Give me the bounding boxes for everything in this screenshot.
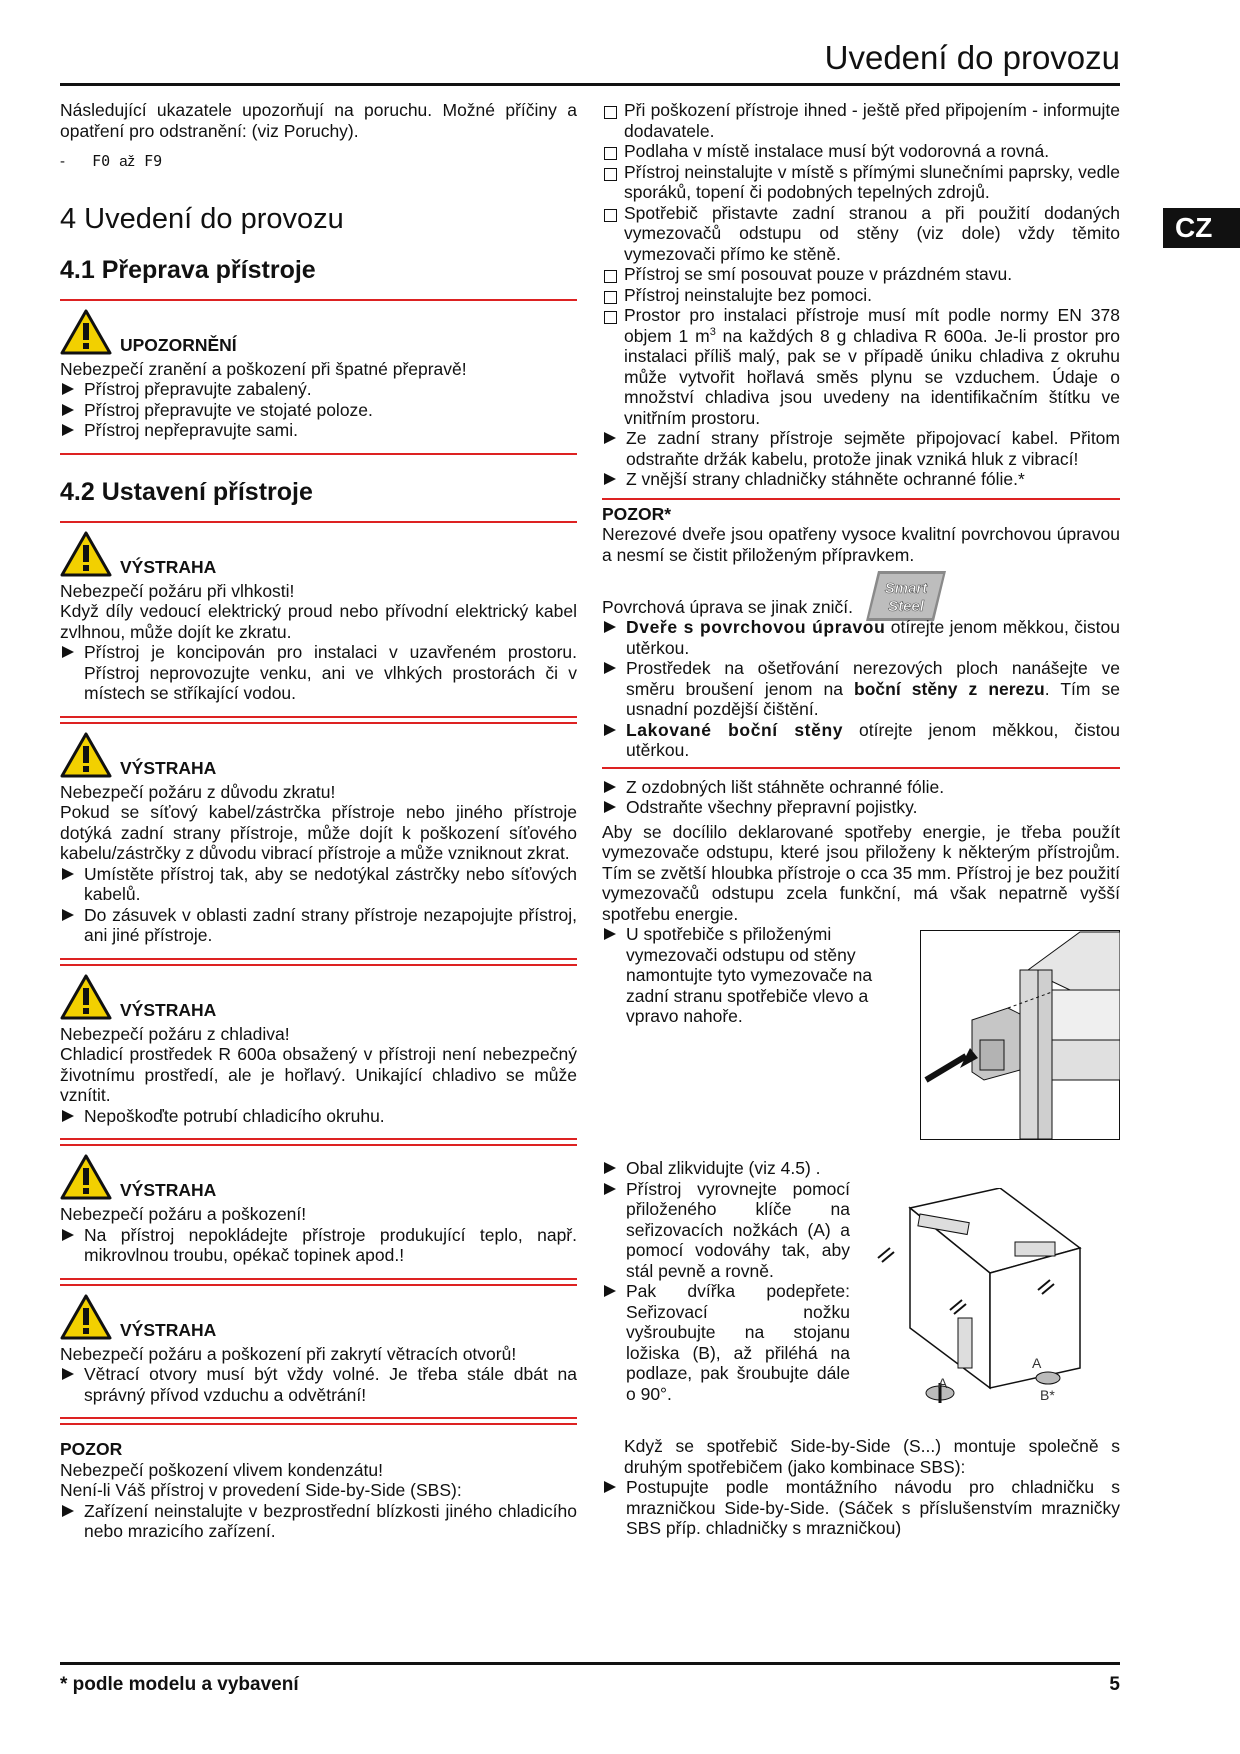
warning-transport [60,301,577,453]
warning-title: VÝSTRAHA [120,757,217,778]
svg-text:Smart: Smart [884,580,928,597]
divider [60,716,577,718]
list-item: Větrací otvory musí být vždy volné. Je třeba stále dbát na správný přívod vzduchu a odvětrání! [60,1364,577,1405]
subsection-title-setup: 4.2 Ustavení přístroje [60,477,313,506]
list-item: Postupujte podle montážního návodu pro chladničku s mrazničkou Side-by-Side. (Sáček s příslušenstvím mrazničky SBS příp. chladničky s mrazničkou) [602,1477,1120,1539]
caution-title: POZOR* [602,503,672,524]
divider [60,1138,577,1140]
checklist-item: Při poškození přístroje ihned - ještě před připojením - informujte dodavatele. [602,100,1120,141]
caution-stainless [602,504,1120,761]
page-title: Uvedení do provozu [824,39,1120,76]
checklist-item: Spotřebič přistavte zadní stranou a při použití dodaných vymezovačů odstupu od stěny (viz dole) vždy těmito vymezovači přímo ke stěně. [602,203,1120,265]
caution-text: Není-li Váš přístroj v provedení Side-by-Side (SBS): [60,1480,462,1500]
warning-refrigerant [60,966,577,1139]
caution-after: Povrchová úprava se jinak zničí. [602,596,853,617]
warning-humidity [60,523,577,716]
list-item: Nepoškoďte potrubí chladicího okruhu. [60,1106,577,1127]
error-code-to: F9 [144,152,163,170]
list-item: Přístroj je koncipován pro instalaci v uzavřeném prostoru. Přístroj neprovozujte venku, ani ve vlhkých prostorách či v místech se stříkající vodou. [60,642,577,704]
warning-text: Když díly vedoucí elektrický proud nebo přívodní elektrický kabel zvlhnou, může dojít ke zkratu. [60,601,577,642]
list-item: Pak dvířka podepřete: Seřizovací nožku vyšroubujte na stojanu ložiska (B), až přiléhá na podlaze, pak šroubujte dále o 90°. [602,1281,850,1404]
list-item-care: Prostředek na ošetřování nerezových ploch nanášejte ve směru broušení jenom na boční stěny z nerezu. Tím se usnadní pozdější čištění. [602,658,1120,720]
error-codes [60,151,577,173]
leveling-figure-row [602,1158,1120,1418]
language-tab: CZ [1163,208,1240,248]
list-item: Na přístroj nepokládejte přístroje produkující teplo, např. mikrovlnou troubu, opékač topinek apod.! [60,1225,577,1266]
error-dash: - [60,153,65,170]
page-number: 5 [1109,1674,1120,1695]
warning-text: Pokud se síťový kabel/zástrčka přístroje nebo jiného přístroje dotýká zadní strany přístroje, může dojít k poškození síťového kabelu/zástrčky z důvodu vibrací přístroje a může vzniknout zkrat. [60,802,577,863]
smart-steel-logo [864,569,948,623]
subsection-title-transport: 4.1 Přeprava přístroje [60,255,316,284]
checklist-item: Přístroj se smí posouvat pouze v prázdném stavu. [602,264,1120,285]
divider [602,767,1120,769]
leveling-illustration [870,1188,1100,1418]
checklist-item: Přístroj neinstalujte v místě s přímými slunečními paprsky, vedle sporáků, topení či podobných tepelných zdrojů. [602,162,1120,203]
spacer-figure-row [602,924,1120,1140]
list-item: Do zásuvek v oblasti zadní strany přístroje nezapojujte přístroj, ani jiné přístroje. [60,905,577,946]
warning-text: Chladicí prostředek R 600a obsažený v přístroji není nebezpečný životnímu prostředí, ale je hořlavý. Unikající chladivo se může vznítit. [60,1044,577,1105]
warning-title: VÝSTRAHA [120,999,217,1020]
divider [60,1417,577,1419]
caution-text: Nerezové dveře jsou opatřeny vysoce kvalitní povrchovou úpravou a nesmí se čistit přiloženým přípravkem. [602,524,1120,565]
warning-lead: Nebezpečí požáru při vlhkosti! [60,580,295,601]
checklist-item-norm: Prostor pro instalaci přístroje musí mít podle normy EN 378 objem 1 $m^3$ na každých 8 g chladiva R 600a. Je-li prostor pro instalaci příliš malý, pak se v případě úniku chladiva z okruhu může vytvořit hořlavá směs plynu se vzduchem. Údaje o množství chladiva jsou uvedeny na identifikačním štítku ve vnitřním prostoru. [602,305,1120,428]
list-item: Ze zadní strany přístroje sejměte připojovací kabel. Přitom odstraňte držák kabelu, protože jinak vzniká hluk z vibrací! [602,428,1120,469]
warning-title: VÝSTRAHA [120,556,217,577]
list-item: Přístroj přepravujte ve stojaté poloze. [60,400,577,421]
warning-icon [60,974,112,1020]
svg-text:B*: B* [1040,1387,1055,1403]
caution-lead: Nebezpečí poškození vlivem kondenzátu! [60,1459,383,1480]
svg-text:Steel: Steel [888,598,924,615]
divider [60,1278,577,1280]
warning-title: VÝSTRAHA [120,1319,217,1340]
svg-text:A: A [1032,1355,1042,1371]
caution-after-line [602,565,1120,617]
list-item: Odstraňte všechny přepravní pojistky. [602,797,1120,818]
checklist-item: Podlaha v místě instalace musí být vodorovná a rovná. [602,141,1120,162]
page-header [60,30,1120,86]
list-item: Přístroj nepřepravujte sami. [60,420,577,441]
warning-ventilation [60,1286,577,1418]
right-column [602,100,1120,1539]
warning-lead: Nebezpečí požáru a poškození! [60,1204,307,1224]
svg-text:A: A [938,1375,948,1391]
spacer-illustration [920,930,1120,1140]
divider [60,453,577,455]
page-footer [60,1662,1120,1696]
warning-icon [60,531,112,577]
list-item: Umístěte přístroj tak, aby se nedotýkal zástrčky nebo síťových kabelů. [60,864,577,905]
list-item: Zařízení neinstalujte v bezprostřední blízkosti jiného chladicího nebo mrazicího zařízení. [60,1501,577,1542]
footnote: * podle modelu a vybavení [60,1674,299,1695]
caution-title: POZOR [60,1439,123,1459]
warning-lead: Nebezpečí požáru z chladiva! [60,1023,290,1044]
warning-title: UPOZORNĚNÍ [120,334,237,355]
list-item: Z vnější strany chladničky stáhněte ochranné fólie.* [602,469,1120,490]
spacer-text: Aby se docílilo deklarované spotřeby energie, je třeba použít vymezovače odstupu, které jsou přiloženy k některým přístrojům. Tím se zvětší hloubka přístroje o cca 35 mm. Přístroj je bez použití vymezovačů odstupu zcela funkční, má však nepatrně vyšší spotřebu energie. [602,821,1120,924]
error-code-from: F0 [92,152,111,170]
warning-icon [60,732,112,778]
warning-lead: Nebezpečí požáru a poškození při zakrytí větracích otvorů! [60,1343,517,1364]
list-item-care: Lakované boční stěny otírejte jenom měkkou, čistou utěrkou. [602,720,1120,761]
warning-icon [60,1294,112,1340]
sbs-text: Když se spotřebič Side-by-Side (S...) montuje společně s druhým spotřebičem (jako kombinace SBS): [624,1436,1120,1477]
list-item: Přístroj přepravujte zabalený. [60,379,577,400]
divider [60,958,577,960]
intro-text: Následující ukazatele upozorňují na poruchu. Možné příčiny a opatření pro odstranění: (viz Poruchy). [60,100,577,141]
checklist-item: Přístroj neinstalujte bez pomoci. [602,285,1120,306]
list-item: Přístroj vyrovnejte pomocí přiloženého klíče na seřizovacích nožkách (A) a pomocí vodováhy tak, aby stál pevně a rovně. [602,1179,850,1282]
warning-icon [60,309,112,355]
section-title: 4 Uvedení do provozu [60,202,344,235]
list-item: U spotřebiče s přiloženými vymezovači odstupu od stěny namontujte tyto vymezovače na zadní stranu spotřebiče vlevo a vpravo nahoře. [602,924,900,1027]
divider [602,498,1120,500]
warning-title: VÝSTRAHA [120,1180,217,1200]
caution-condensate [60,1425,577,1542]
error-code-sep: až [119,153,136,170]
list-item: Z ozdobných lišt stáhněte ochranné fólie. [602,777,1120,798]
warning-icon [60,1154,112,1200]
list-item-care: Dveře s povrchovou úpravou otírejte jenom měkkou, čistou utěrkou. [602,617,1120,658]
left-column [60,100,577,1542]
list-item: Obal zlikvidujte (viz 4.5) . [602,1158,850,1179]
warning-lead: Nebezpečí zranění a poškození při špatné přepravě! [60,358,467,379]
warning-heat [60,1146,577,1278]
warning-shortcircuit [60,724,577,958]
warning-lead: Nebezpečí požáru z důvodu zkratu! [60,781,336,802]
